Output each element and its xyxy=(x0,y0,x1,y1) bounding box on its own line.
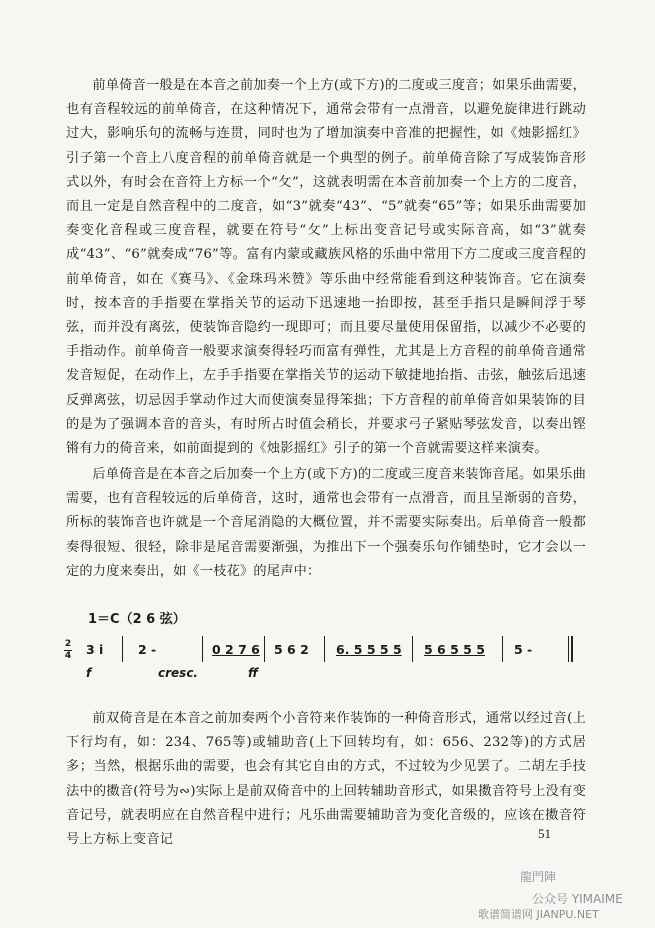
measure-2: 2 - xyxy=(138,642,157,657)
meter-top: 2 xyxy=(64,639,72,649)
measure-7: 5 - xyxy=(514,642,533,657)
barline xyxy=(202,636,203,662)
time-signature xyxy=(64,640,72,661)
measure-3: 0 2 7 6 xyxy=(212,642,260,657)
key-signature: 1＝C（2 6 弦） xyxy=(88,612,186,627)
paragraph-back-single-appoggiatura: 后单倚音是在本音之后加奏一个上方(或下方)的二度或三度音来装饰音尾。如果乐曲需要，也有音程较远的后单倚音，这时，通常也会带有一点滑音，而且呈渐弱的音势，所标的装饰音也许就是一个音尾消隐的大概位置，并不需要实际奏出。后单倚音一般都奏得很短、很轻，除非是尾音需要渐强，为推出下一个强奏乐句作铺垫时，它才会以一定的力度来奏出，如《一枝花》的尾声中： xyxy=(66,467,586,579)
measure-1: 3 i xyxy=(86,642,104,657)
measure-5: 6. 5 5 5 5 xyxy=(336,642,402,657)
paragraph-front-double-appoggiatura: 前双倚音是在本音之前加奏两个小音符来作装饰的一种倚音形式，通常以经过音(上下行均有，如：234、765等)或辅助音(上下回转均有，如：656、232等)的方式居多；当然，根据乐曲的需要，也会有其它自由的方式，不过较为少见罢了。二胡左手技法中的擞音(符号为∾)实际上是前双倚音中的上回转辅助音形式，如果擞音符号上没有变音记号，就表明应在自然音程中进行；凡乐曲需要辅助音为变化音级的，应该在擞音符号上方标上变音记 xyxy=(66,711,586,848)
measure-6: 5 6 5 5 5 xyxy=(424,642,485,657)
paragraph-front-single-appoggiatura: 前单倚音一般是在本音之前加奏一个上方(或下方)的二度或三度音；如果乐曲需要，也有音程较远的前单倚音，在这种情况下，通常会带有一点滑音，以避免旋律进行跳动过大，影响乐句的流畅与连贯，同时也为了增加演奏中音准的把握性，如《烛影摇红》引子第一个音上八度音程的前单倚音就是一个典型的例子。前单倚音除了写成装饰音形式以外，有时会在音符上方标一个“攵”，这就表明需在本音前加奏一个上方的二度音，而且一定是自然音程中的二度音，如“3”就奏“43”、“5”就奏“65”等；如果乐曲需要加奏变化音程或三度音程，就要在符号“攵”上标出变音记号或实际音高，如“3”就奏成“43”、“6”就奏成“76”等。富有内蒙或藏族风格的乐曲中常用下方二度或三度音程的前单倚音，如在《赛马》、《金珠玛米赞》等乐曲中经常能看到这种装饰音。它在演奏时，按本音的手指要在掌指关节的运动下迅速地一抬即按，甚至手指只是瞬间浮于琴弦，而并没有离弦，使装饰音隐约一现即可；而且要尽量使用保留指，以减少不必要的手指动作。前单倚音一般要求演奏得轻巧而富有弹性，尤其是上方音程的前单倚音通常发音短促，在动作上，左手手指要在掌指关节的运动下敏捷地抬指、击弦，触弦后迅速反弹离弦，切忌因手掌动作过大而使演奏显得笨拙；下方音程的前单倚音如果装饰的目的是为了强调本音的音头，有时所占时值会稍长，并要求弓子紧贴琴弦发音，以奏出铿锵有力的倚音来，如前面提到的《烛影摇红》引子的第一个音就需要这样来演奏。 xyxy=(66,78,586,457)
meter-bottom: 4 xyxy=(64,651,72,661)
barline xyxy=(502,636,503,662)
watermark-logo: 龍門陣 xyxy=(520,870,557,884)
page-number: 51 xyxy=(538,826,551,841)
barline xyxy=(568,636,569,662)
barline xyxy=(324,636,325,662)
music-score xyxy=(62,632,582,692)
watermark-site: 公众号 YIMAIME xyxy=(532,892,623,906)
barline xyxy=(122,636,123,662)
barline xyxy=(264,636,265,662)
measure-4: 5 6 2 xyxy=(274,642,309,657)
barline xyxy=(412,636,413,662)
dynamic-fortissimo: ff xyxy=(248,666,258,680)
final-barline xyxy=(571,636,573,662)
watermark-footer: 歌谱简谱网 JIANPU.NET xyxy=(478,908,599,921)
dynamic-forte: f xyxy=(86,666,92,680)
dynamic-crescendo: cresc. xyxy=(158,666,198,680)
